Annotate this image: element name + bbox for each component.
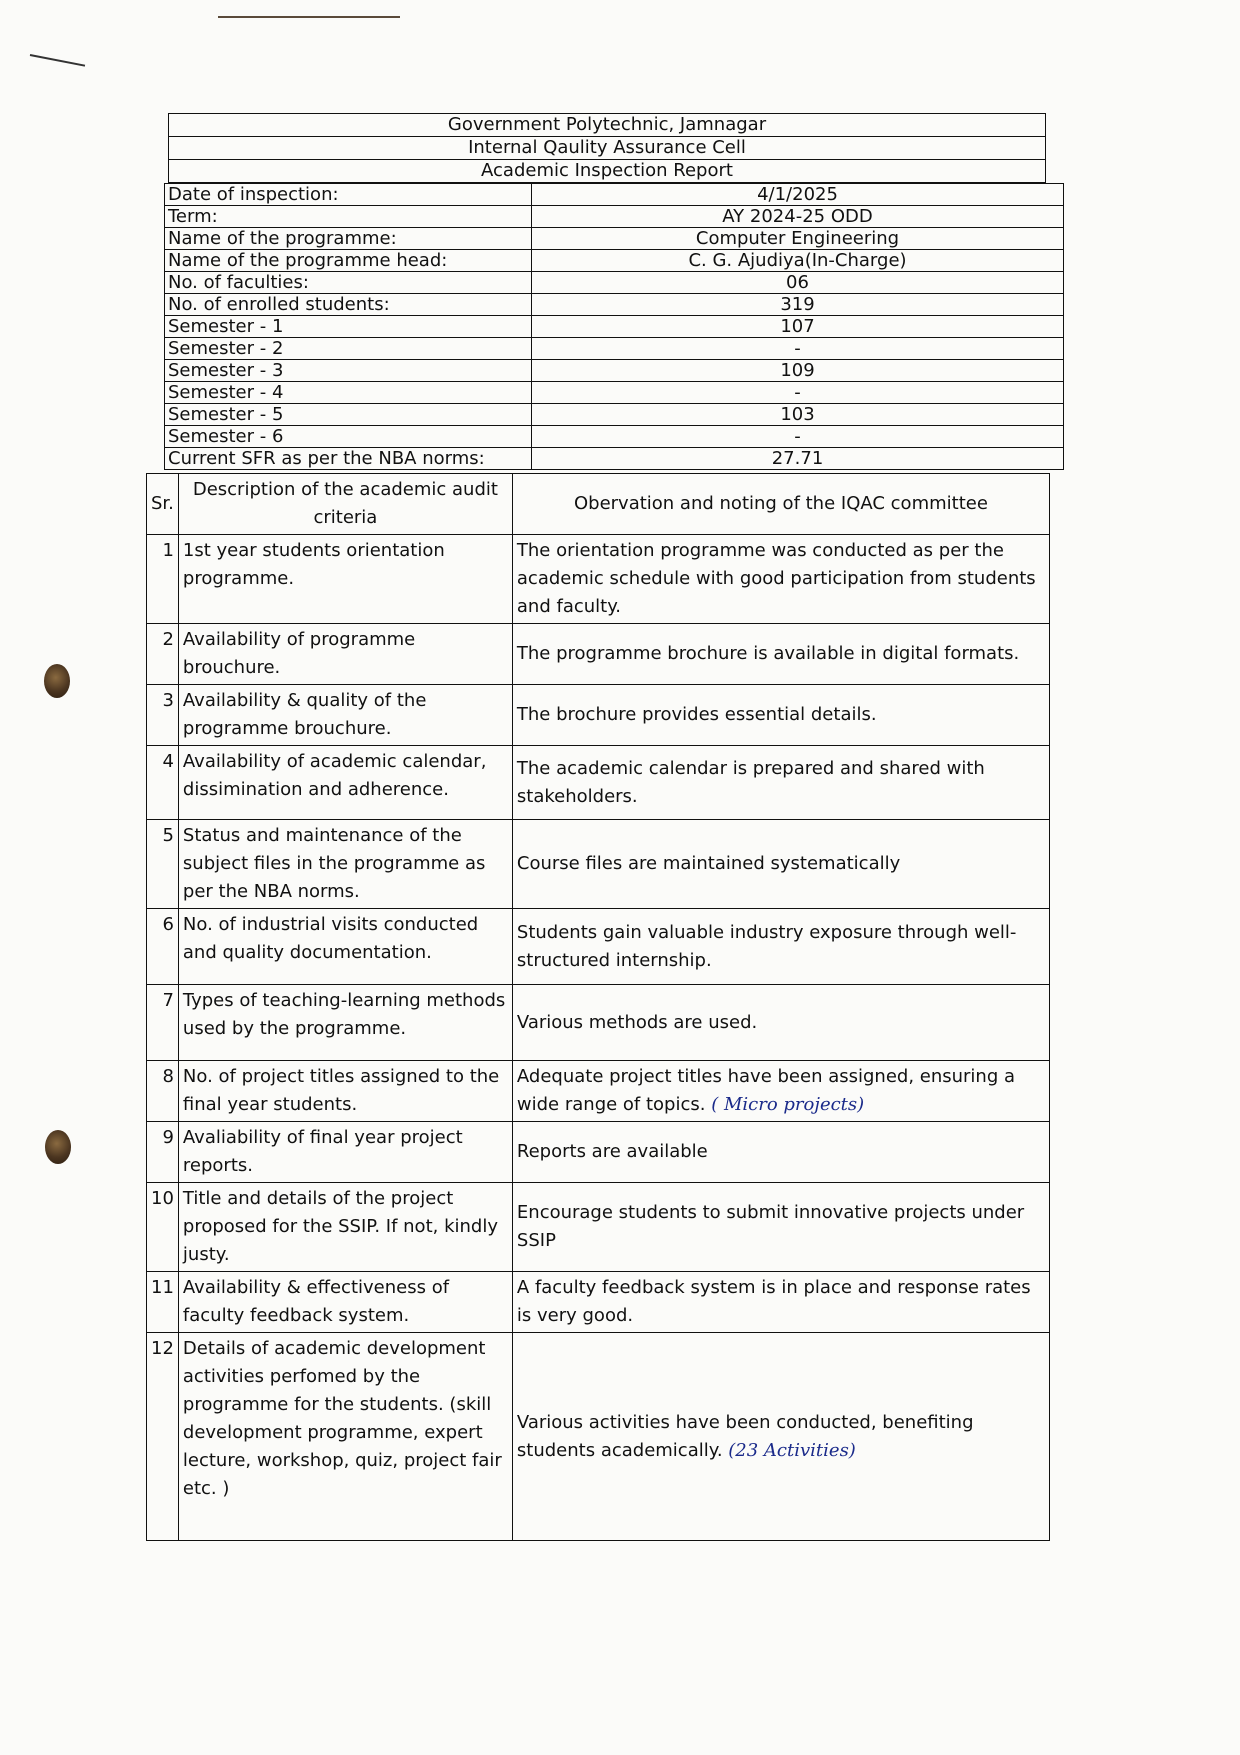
- info-value: 103: [532, 404, 1064, 426]
- audit-description: Title and details of the project proposed for the SSIP. If not, kindly justy.: [178, 1183, 512, 1272]
- audit-table: [146, 473, 1050, 1541]
- audit-sr: 10: [147, 1183, 179, 1272]
- audit-row: [147, 535, 1050, 624]
- info-row: [165, 448, 1064, 470]
- observation-text: Course files are maintained systematically: [516, 853, 901, 874]
- punch-hole-lower: [45, 1130, 71, 1164]
- info-row: [165, 338, 1064, 360]
- info-value: -: [532, 338, 1064, 360]
- audit-sr: 12: [147, 1333, 179, 1541]
- audit-description: No. of project titles assigned to the final year students.: [178, 1061, 512, 1122]
- observation-text: The brochure provides essential details.: [516, 704, 877, 725]
- audit-observation: [512, 1122, 1049, 1183]
- info-value: AY 2024-25 ODD: [532, 206, 1064, 228]
- audit-sr: 9: [147, 1122, 179, 1183]
- institute-name: Government Polytechnic, Jamnagar: [169, 114, 1045, 137]
- info-row: [165, 360, 1064, 382]
- audit-row: [147, 1183, 1050, 1272]
- info-value: 319: [532, 294, 1064, 316]
- audit-row: [147, 1333, 1050, 1541]
- audit-description: Availability of programme brouchure.: [178, 624, 512, 685]
- audit-description: Status and maintenance of the subject files in the programme as per the NBA norms.: [178, 820, 512, 909]
- info-row: [165, 316, 1064, 338]
- info-value: -: [532, 426, 1064, 448]
- info-value: 27.71: [532, 448, 1064, 470]
- info-label: No. of enrolled students:: [165, 294, 532, 316]
- info-value: 4/1/2025: [532, 184, 1064, 206]
- audit-description: No. of industrial visits conducted and quality documentation.: [178, 909, 512, 985]
- desc-header: Description of the academic audit criteria: [178, 474, 512, 535]
- observation-text: Students gain valuable industry exposure through well-structured internship.: [516, 921, 1017, 971]
- info-label: No. of faculties:: [165, 272, 532, 294]
- info-label: Semester - 5: [165, 404, 532, 426]
- audit-observation: [512, 1061, 1049, 1122]
- audit-row: [147, 1122, 1050, 1183]
- info-table: [164, 183, 1064, 470]
- info-label: Semester - 6: [165, 426, 532, 448]
- observation-text: The orientation programme was conducted as per the academic schedule with good participation from students and faculty.: [516, 540, 1036, 617]
- audit-sr: 6: [147, 909, 179, 985]
- audit-description: Types of teaching-learning methods used by the programme.: [178, 985, 512, 1061]
- info-row: [165, 228, 1064, 250]
- info-row: [165, 382, 1064, 404]
- obs-header: Obervation and noting of the IQAC committee: [512, 474, 1049, 535]
- handwritten-note: (23 Activities): [728, 1439, 856, 1461]
- info-label: Term:: [165, 206, 532, 228]
- info-label: Semester - 1: [165, 316, 532, 338]
- audit-row: [147, 909, 1050, 985]
- info-row: [165, 294, 1064, 316]
- punch-hole-upper: [44, 664, 70, 698]
- paper-mark-left: [30, 54, 85, 67]
- info-row: [165, 206, 1064, 228]
- audit-description: Availability & effectiveness of faculty feedback system.: [178, 1272, 512, 1333]
- info-row: [165, 184, 1064, 206]
- audit-row: [147, 624, 1050, 685]
- cell-name: Internal Qaulity Assurance Cell: [169, 137, 1045, 160]
- handwritten-note: ( Micro projects): [711, 1094, 865, 1115]
- info-value: C. G. Ajudiya(In-Charge): [532, 250, 1064, 272]
- audit-observation: [512, 685, 1049, 746]
- observation-text: A faculty feedback system is in place and response rates is very good.: [516, 1277, 1031, 1326]
- info-row: [165, 272, 1064, 294]
- info-label: Date of inspection:: [165, 184, 532, 206]
- audit-row: [147, 820, 1050, 909]
- audit-row: [147, 746, 1050, 820]
- info-label: Semester - 3: [165, 360, 532, 382]
- info-value: 06: [532, 272, 1064, 294]
- info-value: Computer Engineering: [532, 228, 1064, 250]
- observation-text: The academic calendar is prepared and shared with stakeholders.: [516, 757, 985, 807]
- info-label: Name of the programme head:: [165, 250, 532, 272]
- observation-text: The programme brochure is available in digital formats.: [516, 643, 1020, 664]
- info-row: [165, 404, 1064, 426]
- audit-sr: 11: [147, 1272, 179, 1333]
- audit-header-row: [147, 474, 1050, 535]
- audit-observation: [512, 1272, 1049, 1333]
- audit-description: Avaliability of final year project reports.: [178, 1122, 512, 1183]
- audit-sr: 4: [147, 746, 179, 820]
- observation-text: Encourage students to submit innovative projects under SSIP: [516, 1202, 1025, 1251]
- audit-observation: [512, 985, 1049, 1061]
- audit-sr: 5: [147, 820, 179, 909]
- observation-text: Various methods are used.: [516, 1011, 758, 1033]
- audit-row: [147, 1272, 1050, 1333]
- report-sheet: [142, 113, 1046, 1541]
- sr-header: Sr.: [147, 474, 179, 535]
- info-row: [165, 250, 1064, 272]
- audit-row: [147, 685, 1050, 746]
- audit-description: 1st year students orientation programme.: [178, 535, 512, 624]
- audit-sr: 2: [147, 624, 179, 685]
- info-value: 109: [532, 360, 1064, 382]
- info-label: Semester - 2: [165, 338, 532, 360]
- info-label: Current SFR as per the NBA norms:: [165, 448, 532, 470]
- info-label: Name of the programme:: [165, 228, 532, 250]
- observation-text: Reports are available: [516, 1141, 708, 1162]
- audit-sr: 7: [147, 985, 179, 1061]
- audit-observation: [512, 1183, 1049, 1272]
- paper-mark-top: [218, 16, 400, 18]
- info-value: 107: [532, 316, 1064, 338]
- report-title: Academic Inspection Report: [481, 160, 733, 181]
- info-value: -: [532, 382, 1064, 404]
- audit-row: [147, 1061, 1050, 1122]
- audit-sr: 8: [147, 1061, 179, 1122]
- audit-observation: [512, 535, 1049, 624]
- audit-observation: [512, 624, 1049, 685]
- audit-observation: [512, 820, 1049, 909]
- audit-observation: [512, 746, 1049, 820]
- audit-description: Availability of academic calendar, dissimination and adherence.: [178, 746, 512, 820]
- audit-description: Availability & quality of the programme brouchure.: [178, 685, 512, 746]
- audit-sr: 1: [147, 535, 179, 624]
- audit-row: [147, 985, 1050, 1061]
- observation-text: Various activities have been conducted, benefiting students academically.: [516, 1411, 974, 1461]
- audit-observation: [512, 1333, 1049, 1541]
- observation-text: Adequate project titles have been assigned, ensuring a wide range of topics.: [516, 1066, 1016, 1115]
- report-header: [168, 113, 1046, 183]
- audit-sr: 3: [147, 685, 179, 746]
- info-row: [165, 426, 1064, 448]
- info-label: Semester - 4: [165, 382, 532, 404]
- audit-observation: [512, 909, 1049, 985]
- audit-description: Details of academic development activities perfomed by the programme for the students. (skill development programme, expert lecture, workshop, quiz, project fair etc. ): [178, 1333, 512, 1541]
